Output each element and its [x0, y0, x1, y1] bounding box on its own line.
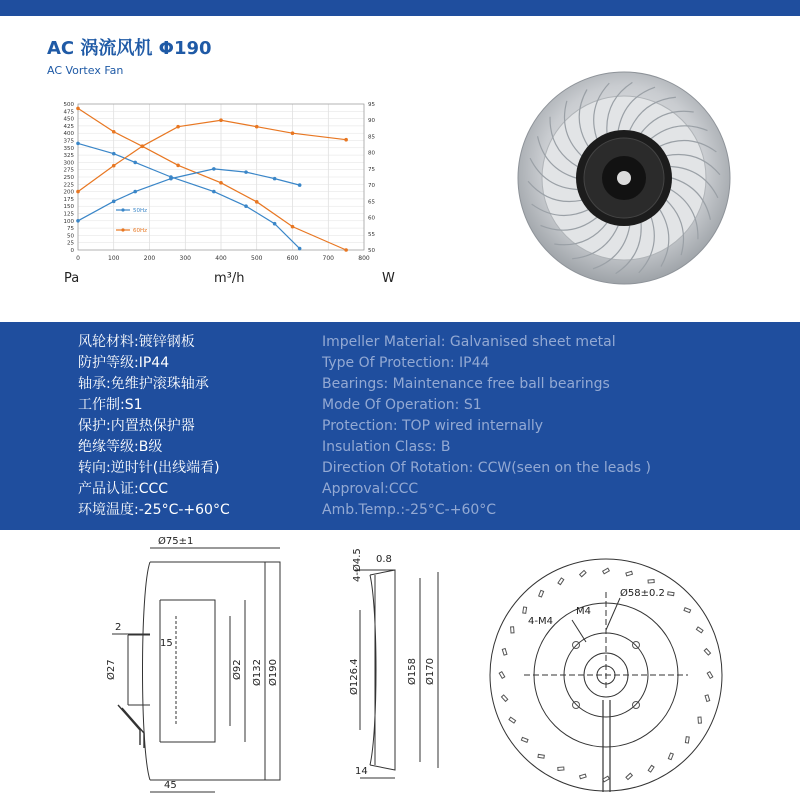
spec-cn-item: 产品认证:CCC [78, 481, 169, 497]
spec-cn-item: 防护等级:IP44 [78, 355, 170, 371]
dim-m4: M4 [576, 606, 591, 617]
series-point [141, 144, 145, 148]
series-point [244, 204, 248, 208]
y-tick-label-left: 400 [63, 131, 74, 138]
series-point [344, 138, 348, 142]
legend-marker [121, 228, 124, 231]
spec-en-item: Type Of Protection: IP44 [322, 355, 490, 371]
series-point [219, 181, 223, 185]
blade-slot [509, 717, 516, 723]
series-point [298, 183, 302, 187]
dim-4-m4: 4-M4 [528, 616, 553, 627]
spec-cn-item: 转向:逆时针(出线端看) [78, 460, 220, 476]
blade-slot [580, 774, 587, 779]
series-point [212, 167, 216, 171]
series-point [112, 152, 116, 156]
y-tick-label-left: 500 [63, 102, 74, 108]
dim-2: 2 [115, 622, 122, 633]
blade-slot [704, 649, 710, 655]
y-tick-label-right: 80 [368, 150, 375, 157]
blade-slot [668, 753, 673, 760]
y-tick-label-left: 150 [63, 204, 74, 211]
product-title: AC 涡流风机 Φ190 [47, 38, 212, 59]
fan-photo [496, 70, 751, 290]
dim-d170: Ø170 [425, 658, 436, 685]
blade-slot [603, 568, 610, 574]
y-tick-label-left: 100 [63, 218, 74, 225]
dim-4-d4-5: 4-Ø4.5 [352, 548, 363, 582]
product-subtitle: AC Vortex Fan [47, 64, 124, 77]
blade-slot [626, 773, 632, 779]
spec-cn-item: 轴承:免维护滚珠轴承 [78, 376, 209, 392]
x-tick-label: 200 [143, 255, 156, 262]
y-tick-label-right: 60 [368, 215, 375, 222]
chart-grid [78, 104, 364, 250]
spec-cn-item: 绝缘等级:B级 [78, 439, 163, 455]
series-point [176, 125, 180, 129]
y-tick-label-right: 95 [368, 102, 375, 108]
dim-d132: Ø132 [252, 659, 263, 686]
series-line [78, 108, 346, 250]
header-bar [0, 0, 800, 16]
series-point [219, 118, 223, 122]
chart-xlabel: m³/h [214, 271, 245, 286]
x-tick-label: 100 [108, 255, 120, 262]
legend-label: 60Hz [133, 228, 148, 234]
blade-slot [558, 767, 564, 770]
dim-d190: Ø190 [268, 659, 279, 686]
blade-slot [698, 717, 701, 723]
y-tick-label-left: 50 [67, 233, 74, 240]
x-tick-label: 800 [358, 255, 370, 262]
x-tick-label: 0 [76, 255, 80, 262]
y-tick-label-left: 325 [63, 153, 74, 160]
series-point [273, 177, 277, 181]
blade-slot [684, 608, 691, 613]
y-tick-label-left: 225 [63, 182, 74, 189]
blade-slot [558, 578, 564, 585]
spec-cn-item: 保护:内置热保护器 [78, 418, 195, 434]
y-tick-label-left: 350 [63, 145, 74, 152]
y-tick-label-left: 300 [63, 160, 74, 167]
spec-en-item: Insulation Class: B [322, 439, 451, 455]
y-tick-label-left: 125 [63, 211, 74, 218]
spec-cn-item: 环境温度:-25°C-+60°C [78, 502, 230, 518]
blade-slot [523, 607, 527, 613]
series-point [244, 170, 248, 174]
spec-cn-item: 风轮材料:镀锌钢板 [78, 334, 195, 350]
spec-en-item: Impeller Material: Galvanised sheet metal [322, 334, 616, 350]
series-point [298, 247, 302, 251]
blade-slot [648, 580, 654, 583]
y-tick-label-right: 50 [368, 248, 375, 254]
spec-cn-item: 工作制:S1 [78, 397, 143, 413]
x-tick-label: 500 [251, 255, 263, 262]
y-tick-label-left: 175 [63, 196, 74, 203]
y-tick-label-left: 75 [67, 226, 74, 233]
blade-slot [511, 627, 514, 633]
legend-marker [121, 208, 124, 211]
series-point [344, 248, 348, 252]
dim-d126-4: Ø126.4 [349, 658, 360, 695]
y-tick-label-left: 425 [63, 123, 74, 130]
y-tick-label-right: 70 [368, 183, 375, 190]
y-tick-label-left: 25 [67, 240, 74, 247]
legend-label: 50Hz [133, 208, 148, 214]
series-point [133, 161, 137, 165]
x-tick-label: 600 [286, 255, 299, 262]
blade-slot [499, 672, 505, 679]
x-tick-label: 300 [179, 255, 191, 262]
spec-en-item: Mode Of Operation: S1 [322, 397, 482, 413]
y-tick-label-left: 275 [63, 167, 74, 174]
x-tick-label: 400 [215, 255, 227, 262]
y-tick-label-right: 85 [368, 134, 375, 141]
dim-d58: Ø58±0.2 [620, 588, 665, 599]
y-tick-label-left: 475 [63, 109, 74, 116]
blade-slot [707, 672, 713, 679]
blade-slot [538, 754, 544, 758]
chart-ylabel-right: W [382, 271, 395, 286]
dim-d158: Ø158 [407, 658, 418, 685]
blade-slot [502, 649, 507, 656]
series-point [76, 142, 80, 146]
blade-slot [603, 776, 610, 782]
blade-slot [685, 737, 689, 743]
spec-en-item: Approval:CCC [322, 481, 419, 497]
dim-d27: Ø27 [106, 659, 117, 680]
series-line [78, 169, 300, 221]
y-tick-label-left: 450 [63, 116, 74, 123]
front-view [490, 559, 722, 792]
performance-chart [46, 92, 396, 292]
blade-slot [539, 590, 544, 597]
series-point [169, 177, 173, 181]
dim-0-8: 0.8 [376, 554, 392, 565]
dim-45: 45 [164, 780, 177, 791]
series-point [255, 125, 259, 129]
y-tick-label-left: 0 [70, 248, 74, 254]
series-line [78, 143, 300, 248]
y-tick-label-right: 55 [368, 231, 375, 238]
chart-ylabel-left: Pa [64, 271, 80, 286]
y-tick-label-right: 90 [368, 118, 375, 125]
dim-14: 14 [355, 766, 368, 777]
blade-slot [648, 765, 654, 772]
series-point [255, 200, 259, 204]
spec-en-item: Bearings: Maintenance free ball bearings [322, 376, 610, 392]
series-point [291, 225, 295, 229]
series-point [112, 130, 116, 134]
blade-slot [626, 571, 633, 576]
series-point [76, 107, 80, 111]
dim-d75: Ø75±1 [158, 536, 194, 547]
dim-15: 15 [160, 638, 173, 649]
y-tick-label-left: 375 [63, 138, 74, 145]
dim-d92: Ø92 [232, 659, 243, 680]
technical-drawings [0, 530, 800, 800]
spec-en-item: Direction Of Rotation: CCW(seen on the leads ) [322, 460, 651, 476]
series-point [112, 200, 116, 204]
series-point [76, 219, 80, 223]
spec-en-item: Protection: TOP wired internally [322, 418, 544, 434]
blade-slot [696, 627, 703, 633]
y-tick-label-right: 65 [368, 199, 375, 206]
x-tick-label: 700 [322, 255, 334, 262]
blade-slot [668, 592, 674, 596]
series-point [133, 190, 137, 194]
blade-slot [580, 570, 586, 576]
blade-slot [501, 695, 507, 701]
y-tick-label-right: 75 [368, 166, 375, 173]
y-tick-label-left: 200 [63, 189, 74, 196]
series-point [273, 222, 277, 226]
spec-band [0, 322, 800, 530]
blade-slot [521, 737, 528, 742]
y-tick-label-left: 250 [63, 175, 74, 181]
series-point [176, 164, 180, 168]
series-point [291, 131, 295, 135]
series-point [212, 190, 216, 194]
spec-en-item: Amb.Temp.:-25°C-+60°C [322, 502, 497, 518]
blade-slot [705, 695, 710, 702]
series-point [112, 164, 116, 168]
series-point [76, 190, 80, 194]
